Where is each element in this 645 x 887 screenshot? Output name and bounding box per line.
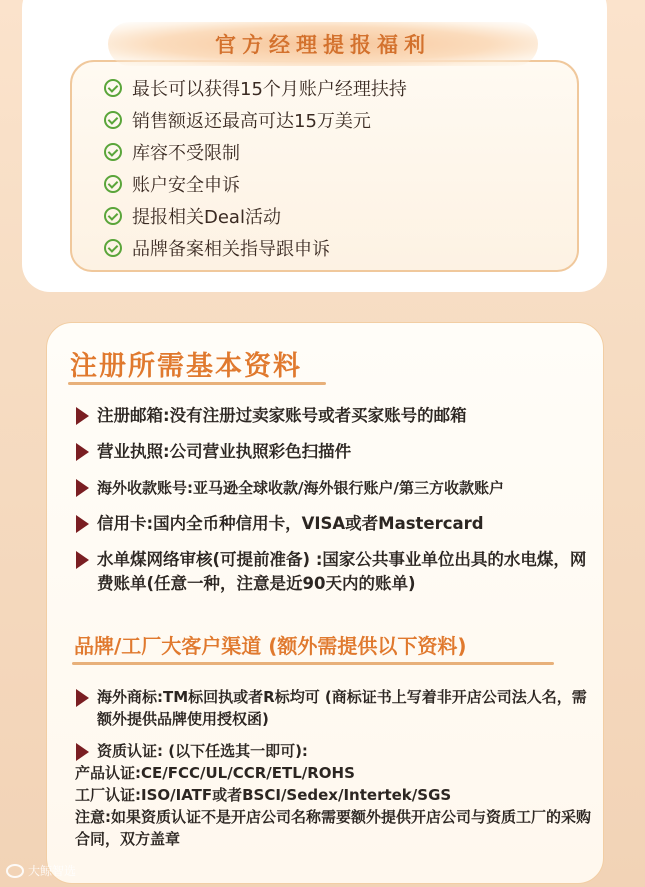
triangle-bullet-icon <box>76 689 89 707</box>
list-item: 海外收款账号:亚马逊全球收款/海外银行账户/第三方收款账户 <box>76 476 596 500</box>
check-circle-icon <box>104 79 122 97</box>
check-circle-icon <box>104 111 122 129</box>
triangle-bullet-icon <box>76 515 89 533</box>
watermark: 大鲸智选 <box>6 862 76 879</box>
brand-channel-title: 品牌/工厂大客户渠道 (额外需提供以下资料) <box>74 634 467 658</box>
list-item: 营业执照:公司营业执照彩色扫描件 <box>76 440 596 464</box>
requirements-title: 注册所需基本资料 <box>70 351 302 382</box>
benefits-banner <box>108 22 538 66</box>
brand-title-underline <box>72 662 554 665</box>
list-item: 信用卡:国内全币种信用卡，VISA或者Mastercard <box>76 512 596 536</box>
qualification-block <box>75 740 596 850</box>
qualification-note: 注意:如果资质认证不是开店公司名称需要额外提供开店公司与资质工厂的采购合同，双方盖章 <box>75 808 592 848</box>
product-certification: 产品认证:CE/FCC/UL/CCR/ETL/ROHS <box>75 764 355 782</box>
brand-list <box>76 686 596 860</box>
list-item: 销售额返还最高可达15万美元 <box>104 104 407 136</box>
check-circle-icon <box>104 207 122 225</box>
list-item <box>76 740 596 850</box>
requirements-title-underline <box>68 382 326 385</box>
triangle-bullet-icon <box>76 551 89 569</box>
triangle-bullet-icon <box>76 743 89 761</box>
list-item: 水单煤网络审核(可提前准备) :国家公共事业单位出具的水电煤，网费账单(任意一种，注意是近90天内的账单) <box>76 548 596 596</box>
list-item: 库容不受限制 <box>104 136 407 168</box>
triangle-bullet-icon <box>76 443 89 461</box>
list-item: 海外商标:TM标回执或者R标均可 (商标证书上写着非开店公司法人名，需额外提供品牌使用授权函) <box>76 686 596 730</box>
factory-certification: 工厂认证:ISO/IATF或者BSCI/Sedex/Intertek/SGS <box>75 786 452 804</box>
benefits-title: 官方经理提报福利 <box>215 33 431 57</box>
triangle-bullet-icon <box>76 407 89 425</box>
list-item: 品牌备案相关指导跟申诉 <box>104 232 407 264</box>
check-circle-icon <box>104 175 122 193</box>
list-item: 最长可以获得15个月账户经理扶持 <box>104 72 407 104</box>
list-item: 提报相关Deal活动 <box>104 200 407 232</box>
requirements-list <box>76 404 596 608</box>
triangle-bullet-icon <box>76 479 89 497</box>
check-circle-icon <box>104 239 122 257</box>
check-circle-icon <box>104 143 122 161</box>
qualification-heading: 资质认证: (以下任选其一即可): <box>97 742 308 760</box>
watermark-logo-icon <box>6 864 24 878</box>
list-item: 账户安全申诉 <box>104 168 407 200</box>
list-item: 注册邮箱:没有注册过卖家账号或者买家账号的邮箱 <box>76 404 596 428</box>
benefits-list <box>104 72 407 264</box>
